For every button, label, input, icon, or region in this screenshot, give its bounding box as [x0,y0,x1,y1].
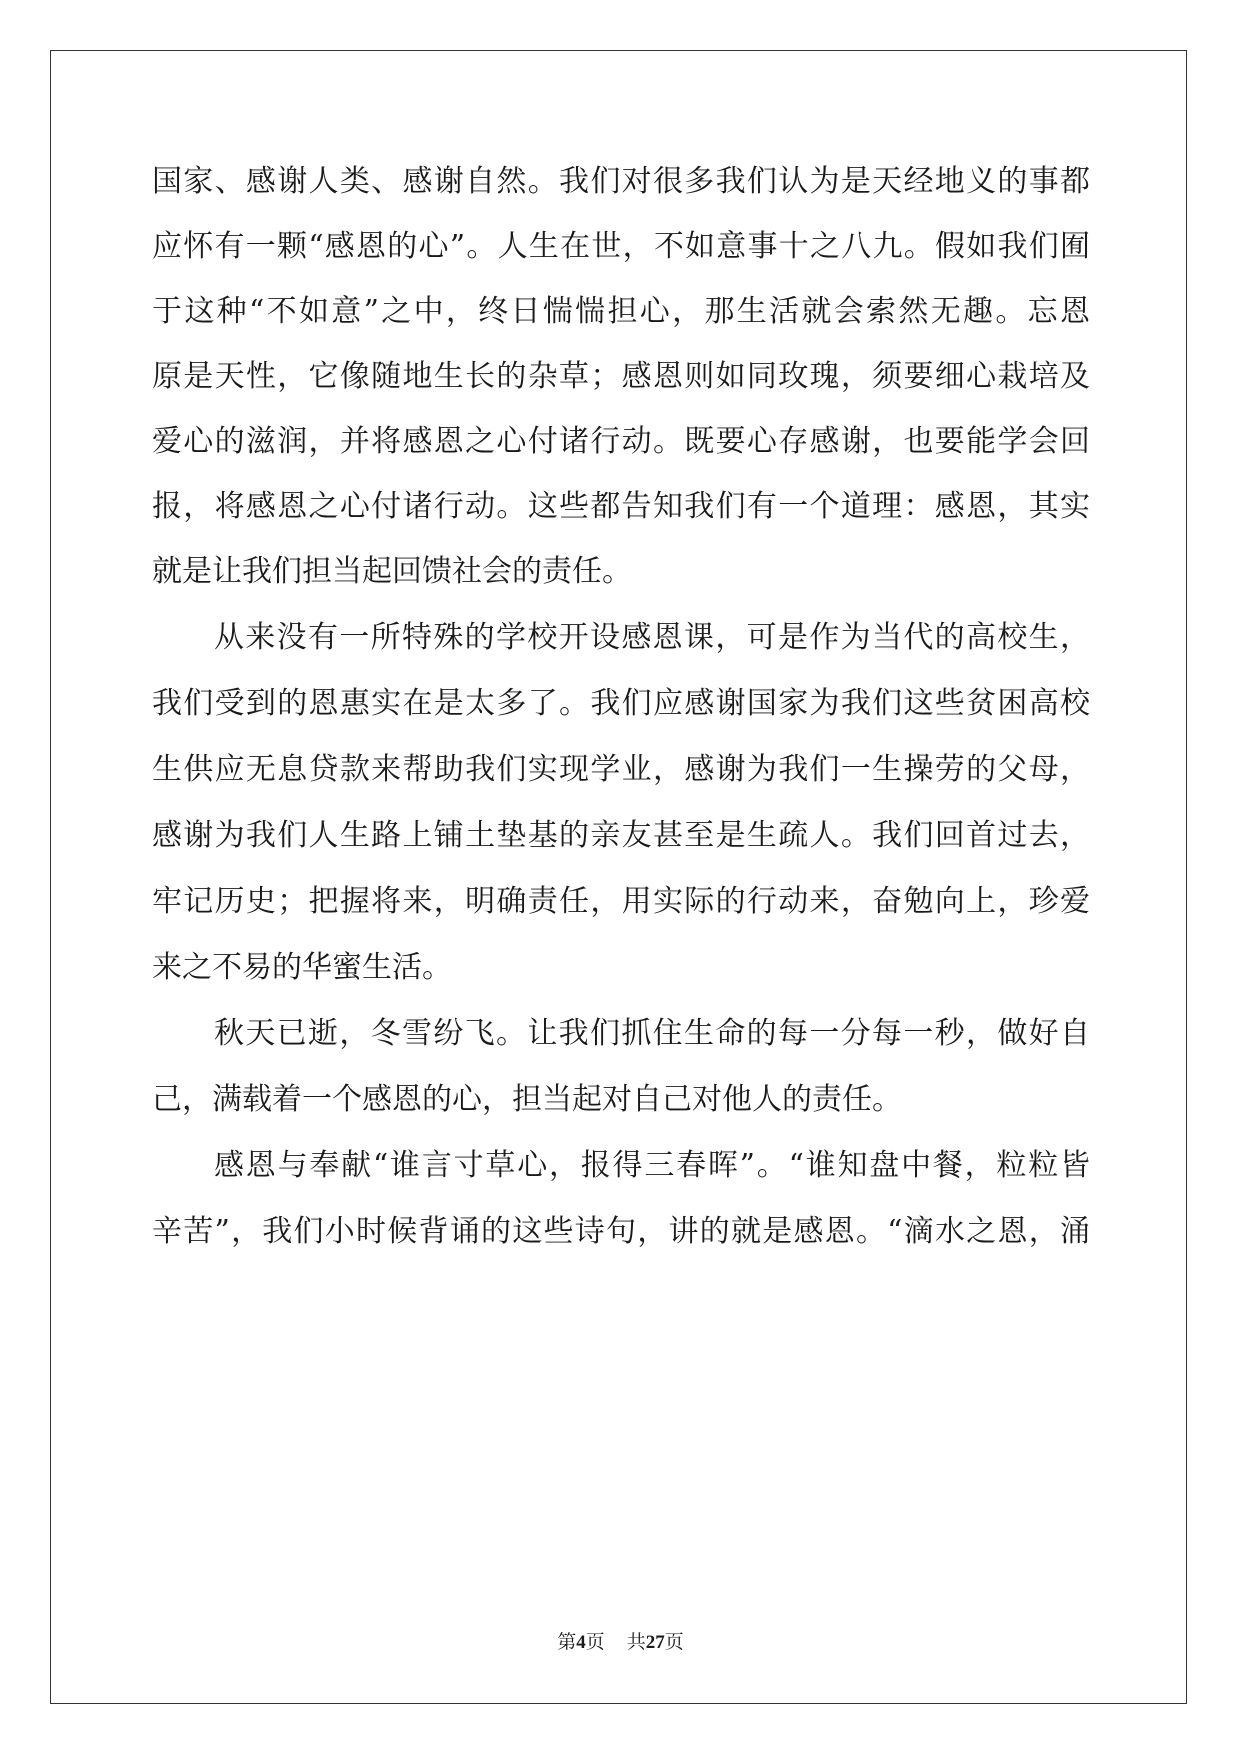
page-label-suffix: 页 [585,1632,605,1653]
text-line: 爱心的滋润，并将感恩之心付诸行动。既要心存感谢，也要能学会回 [152,424,1090,459]
text-line: 国家、感谢人类、感谢自然。我们对很多我们认为是天经地义的事都 [152,164,1090,199]
text-line: 报，将感恩之心付诸行动。这些都告知我们有一个道理：感恩，其实 [152,489,1090,524]
text-line: 就是让我们担当起回馈社会的责任。 [152,554,632,589]
text-line: 应怀有一颗“感恩的心”。人生在世，不如意事十之八九。假如我们囿 [152,229,1090,264]
paragraph-first-line: 秋天已逝，冬雪纷飞。让我们抓住生命的每一分每一秒，做好自 [214,1016,1090,1051]
page-number: 4 [576,1632,586,1653]
total-label-prefix: 共 [626,1632,646,1653]
text-line: 牢记历史；把握将来，明确责任，用实际的行动来，奋勉向上，珍爱 [152,884,1090,919]
text-line: 原是天性，它像随地生长的杂草；感恩则如同玫瑰，须要细心栽培及 [152,359,1090,394]
paragraph-first-line: 从来没有一所特殊的学校开设感恩课，可是作为当代的高校生， [214,620,1090,655]
page-label-prefix: 第 [557,1632,577,1653]
text-line: 感谢为我们人生路上铺土垫基的亲友甚至是生疏人。我们回首过去， [152,818,1090,853]
text-line: 来之不易的华蜜生活。 [152,950,452,985]
text-line: 己，满载着一个感恩的心，担当起对自己对他人的责任。 [152,1082,902,1117]
text-line: 我们受到的恩惠实在是太多了。我们应感谢国家为我们这些贫困高校 [152,686,1090,721]
total-label-suffix: 页 [664,1632,684,1653]
total-pages: 27 [645,1632,665,1653]
text-line: 辛苦”，我们小时候背诵的这些诗句，讲的就是感恩。“滴水之恩，涌 [152,1214,1090,1249]
text-line: 于这种“不如意”之中，终日惴惴担心，那生活就会索然无趣。忘恩 [152,294,1090,329]
text-line: 生供应无息贷款来帮助我们实现学业，感谢为我们一生操劳的父母， [152,752,1090,787]
paragraph-first-line: 感恩与奉献“谁言寸草心，报得三春晖”。“谁知盘中餐，粒粒皆 [214,1148,1090,1183]
page-footer [0,1627,1241,1654]
